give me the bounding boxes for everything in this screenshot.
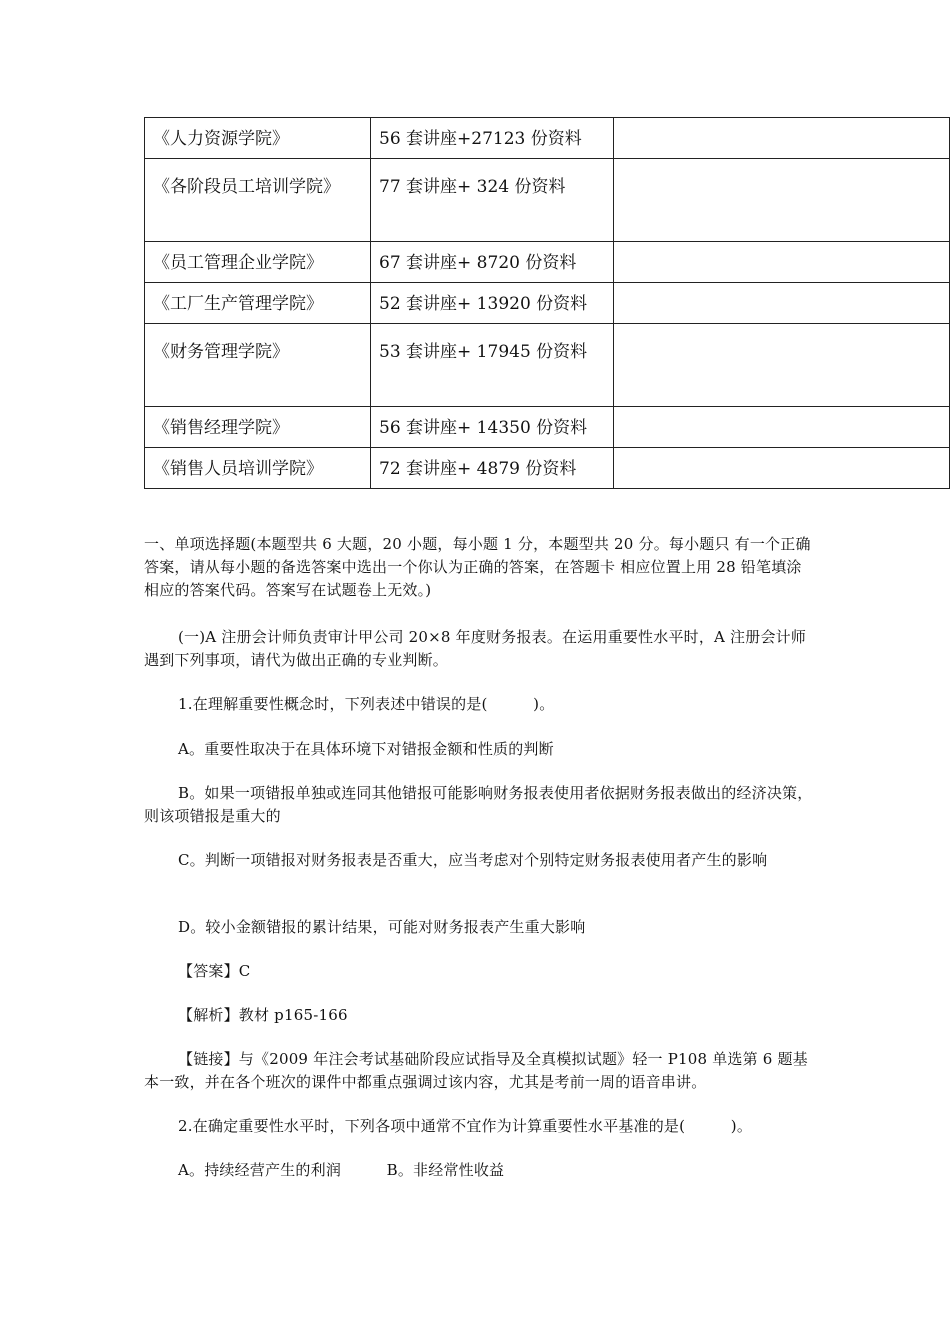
question-1-option-a: A。重要性取决于在具体环境下对错报金额和性质的判断 bbox=[178, 740, 554, 758]
course-name: 《财务管理学院》 bbox=[145, 324, 371, 407]
question-1-option-d: D。较小金额错报的累计结果，可能对财务报表产生重大影响 bbox=[178, 918, 586, 936]
course-table bbox=[144, 117, 950, 489]
question-2-options: A。持续经营产生的利润 B。非经常性收益 bbox=[178, 1161, 505, 1179]
question-1-option-b: B。如果一项错报单独或连同其他错报可能影响财务报表使用者依据财务报表做出的经济决策，则该项错报是重大的 bbox=[144, 784, 813, 825]
case-intro: (一)A 注册会计师负责审计甲公司 20×8 年度财务报表。在运用重要性水平时，A 注册会计师遇到下列事项，请代为做出正确的专业判断。 bbox=[144, 628, 807, 669]
course-desc: 53 套讲座+ 17945 份资料 bbox=[371, 324, 614, 407]
course-name: 《销售经理学院》 bbox=[145, 407, 371, 448]
table-row bbox=[145, 448, 950, 489]
course-desc: 56 套讲座+ 14350 份资料 bbox=[371, 407, 614, 448]
course-extra bbox=[614, 283, 950, 324]
course-desc: 77 套讲座+ 324 份资料 bbox=[371, 159, 614, 242]
question-1-analysis: 【解析】教材 p165-166 bbox=[178, 1006, 348, 1024]
course-desc: 56 套讲座+27123 份资料 bbox=[371, 118, 614, 159]
question-1-stem: 1.在理解重要性概念时，下列表述中错误的是( )。 bbox=[178, 695, 555, 713]
course-desc: 67 套讲座+ 8720 份资料 bbox=[371, 242, 614, 283]
question-2-stem: 2.在确定重要性水平时，下列各项中通常不宜作为计算重要性水平基准的是( )。 bbox=[178, 1117, 753, 1135]
table-row bbox=[145, 283, 950, 324]
course-desc: 52 套讲座+ 13920 份资料 bbox=[371, 283, 614, 324]
course-extra bbox=[614, 242, 950, 283]
question-1-option-c: C。判断一项错报对财务报表是否重大，应当考虑对个别特定财务报表使用者产生的影响 bbox=[178, 851, 768, 869]
question-1-answer: 【答案】C bbox=[178, 962, 251, 980]
section-heading: 一、单项选择题(本题型共 6 大题，20 小题，每小题 1 分，本题型共 20 分。每小题只 有一个正确答案，请从每小题的备选答案中选出一个你认为正确的答案，在答题卡 相应位置上用 28 铅笔填涂相应的答案代码。答案写在试题卷上无效。) bbox=[144, 535, 811, 599]
course-name: 《工厂生产管理学院》 bbox=[145, 283, 371, 324]
course-extra bbox=[614, 159, 950, 242]
course-name: 《员工管理企业学院》 bbox=[145, 242, 371, 283]
course-name: 《各阶段员工培训学院》 bbox=[145, 159, 371, 242]
course-name: 《销售人员培训学院》 bbox=[145, 448, 371, 489]
course-extra bbox=[614, 118, 950, 159]
table-row bbox=[145, 407, 950, 448]
course-name: 《人力资源学院》 bbox=[145, 118, 371, 159]
table-row bbox=[145, 159, 950, 242]
question-1-link: 【链接】与《2009 年注会考试基础阶段应试指导及全真模拟试题》轻一 P108 单选第 6 题基本一致，并在各个班次的课件中都重点强调过该内容，尤其是考前一周的语音串讲。 bbox=[144, 1050, 808, 1091]
table-row bbox=[145, 324, 950, 407]
table-row bbox=[145, 118, 950, 159]
course-desc: 72 套讲座+ 4879 份资料 bbox=[371, 448, 614, 489]
table-row bbox=[145, 242, 950, 283]
course-extra bbox=[614, 407, 950, 448]
course-extra bbox=[614, 448, 950, 489]
course-extra bbox=[614, 324, 950, 407]
